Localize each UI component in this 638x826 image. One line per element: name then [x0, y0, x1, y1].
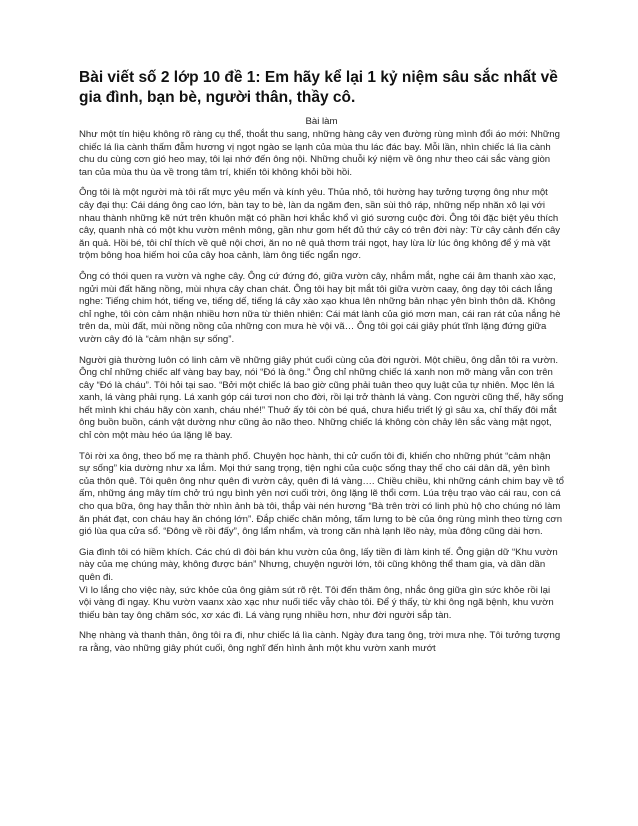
paragraph-4: Người già thường luôn có linh cảm về những giây phút cuối cùng của đời người. Một chiều, ông dẫn tôi ra vườn. Ông chỉ những chiếc alf vàng bay bay, nói “Đó là ông.” Ông chỉ những chiếc lá xanh non mỡ màng vẫn con trên cây “Đó là cháu”. Tôi hỏi tại sao. “Bởi một chiếc lá bao giờ cũng phải tuân theo quy luật của tự nhiên. Mọc lên lá xanh, lá vàng phải rụng. Lá xanh góp cái tươi non cho đời, rồi lại trở thành lá vàng. Con người cũng thế, hãy sống hết mình khi cháu hãy còn xanh, cháu nhé!” Thuở ấy tôi còn bé quá, chưa hiểu triết lý gì sâu xa, chỉ thấy đôi mắt ông buồn buồn, cánh vật dường như cũng ảo não theo. Những chiếc lá không còn chảy lên sắc vàng mật ngọt, chỉ còn một màu héo úa lặng lẽ bay.	[79, 354, 564, 442]
paragraph-1: Như một tín hiệu không rõ ràng cụ thể, thoắt thu sang, những hàng cây ven đường rùng mình đổi áo mới: Những chiếc lá lìa cành thấm đẫm hương vị ngọt ngào se lạnh của mùa thu lác đác bay. Mỗi lần, nhìn chiếc lá lìa cành chu du cùng cơn gió heo may, tôi lại nhớ đến ông nội. Những chuỗi ký niệm về ông như theo cái sắc vàng giòn tan của mùa thu ùa về trong tâm trí, khiến tôi không khỏi bồi hồi.	[79, 129, 560, 178]
document-title: Bài viết số 2 lớp 10 đề 1: Em hãy kể lại 1 kỷ niệm sâu sắc nhất về gia đình, bạn bè, người thân, thầy cô.	[79, 69, 558, 106]
paragraph-6: Gia đình tôi có hiềm khích. Các chú dì đòi bán khu vườn của ông, lấy tiền đi làm kinh tế. Ông giận dữ “Khu vườn này của mẹ chúng mày, không được bán” Nhưng, chuyện người lớn, tôi cũng không thể tham gia, và dần dần quên đi. Vì lo lắng cho việc này, sức khỏe của ông giảm sút rõ rệt. Tôi đến thăm ông, nhắc ông giữa gìn sức khỏe rồi lại vội vàng đi ngay. Khu vườn vaanx xào xạc như nuối tiếc vẫy chào tôi. Để ý thấy, từ khi ông ngã bệnh, khu vườn thiếu bàn tay ông chăm sóc, xơ xác đi. Lá vàng rụng nhiều hơn, như đời người sắp tàn.	[79, 546, 558, 621]
document-page	[79, 68, 564, 664]
paragraph-7: Nhẹ nhàng và thanh thản, ông tôi ra đi, như chiếc lá lìa cành. Ngày đưa tang ông, trời mưa nhẹ. Tôi tưởng tượng ra rằng, vào những giây phút cuối, ông nghĩ đến hình ảnh một khu vườn xanh mướt	[79, 630, 561, 654]
paragraph-3: Ông có thói quen ra vườn và nghe cây. Ông cứ đứng đó, giữa vườn cây, nhắm mắt, nghe cái âm thanh xào xạc, ngửi mùi đất hăng nồng, mùi nhựa cây chan chát. Ông tôi hay bịt mắt tôi giữa vườn caay, ông dạy tôi cách lắng nghe: Tiếng chim hót, tiếng ve, tiếng dế, tiếng lá cây xào xạo khua lên những bản nhạc yên bình thôn dã. Không chỉ nghe, tôi còn cảm nhận nhiều hơn nữa từ thiên nhiên: Cái mát lành của gió mơn man, cái ran rát của nắng hè trên da, mùi đất, mùi nồng nồng của những con mưa hè vội vã… Ông tôi gọi cái giây phút tĩnh lặng đứng giữa vườn cây đó là “cảm nhận sự sống”.	[79, 270, 561, 345]
subheading: Bài làm	[305, 116, 338, 127]
paragraph-5: Tôi rời xa ông, theo bố mẹ ra thành phố. Chuyện học hành, thi cử cuốn tôi đi, khiến cho những phút “cảm nhận sự sống” kia dường như xa lắm. Mọi thứ sang trọng, tiện nghi của cuộc sống thay thế cho cái dân dã, yên bình của thôn quê. Tôi quên ông như quên đi vườn cây, quên đi lá vàng…. Chiều chiều, khi những cánh chim bay về tổ ấm, những áng mây tím chở trú ngụ bình yên nơi cuối trời, ông lặng lẽ thổi cơm. Lúa trệu trạo vào cái rau, con cá cho qua bữa, ông hay thẫn thờ nhìn ảnh bà tôi, thắp vài nén hương “Bà trên trời có linh phù hộ cho chúng nó làm ăn phát đạt, con cháu hay ăn chóng lớn”. Đắp chiếc chăn mỏng, tấm lưng to bè của ông rùng mình theo từng cơn gió lùa qua cửa sổ. “Đông về rồi đấy”, ông lẩm nhẩm, và trong căn nhà lạnh lẽo này, mùa đông cũng dài hơn.	[79, 450, 564, 538]
paragraph-2: Ông tôi là một người mà tôi rất mực yêu mến và kính yêu. Thủa nhỏ, tôi hường hay tưởng tượng ông như một cây đại thụ: Cái dáng ông cao lớn, bàn tay to bè, làn da ngăm đen, sần sùi thô ráp, những nếp nhăn xô lại với nhau thành những kẽ nứt trên khuôn mặt có phần hơi khắc khổ vì gió sương cuộc đời. Ông tôi đặc biệt yêu thích cây, quanh nhà có một khu vườn mênh mông, gần như gom hết đủ thứ cây có trên đời này: Từ cây cảnh đến cây ăn quả. Hồi bé, tôi chỉ thích về quê nội chơi, ăn no nê quả thơm trái ngọt, hay lừa lừ lúc ông không để ý mà vặt trộm bông hoa hiếm hoi của cây hoa cảnh, làm ông tiếc ngẩn ngơ.	[79, 187, 561, 262]
